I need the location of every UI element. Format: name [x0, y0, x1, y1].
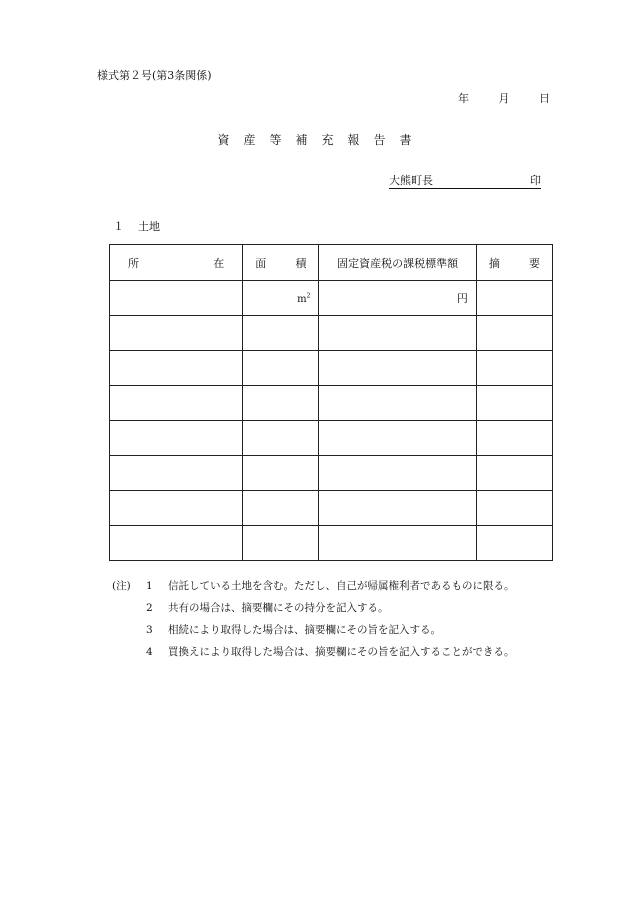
- land-table: [109, 244, 553, 561]
- cell-value[interactable]: [319, 456, 476, 491]
- header-value: 固定資産税の課税標準額: [319, 245, 476, 281]
- form-number: 様式第２号(第3条関係): [97, 69, 212, 82]
- cell-area[interactable]: [243, 526, 319, 561]
- table-row: [110, 386, 553, 421]
- cell-location[interactable]: [110, 386, 243, 421]
- table-row: [110, 456, 553, 491]
- note-item: [112, 641, 515, 663]
- notes-prefix: (注): [112, 580, 131, 592]
- header-area-b: 積: [295, 256, 307, 270]
- cell-location[interactable]: [110, 526, 243, 561]
- note-item: [112, 619, 515, 641]
- note-text: 共有の場合は、摘要欄にその持分を記入する。: [168, 602, 389, 614]
- header-note-a: 摘: [488, 256, 500, 270]
- cell-note[interactable]: [476, 421, 552, 456]
- cell-location[interactable]: [110, 491, 243, 526]
- cell-area[interactable]: [243, 421, 319, 456]
- value-unit: 円: [456, 292, 468, 305]
- cell-location[interactable]: [110, 456, 243, 491]
- header-note-b: 要: [529, 256, 540, 270]
- cell-note[interactable]: [476, 526, 552, 561]
- header-location: [110, 245, 243, 281]
- date-month-label: 月: [498, 92, 510, 105]
- header-location-a: 所: [128, 256, 139, 270]
- cell-value[interactable]: [319, 351, 476, 386]
- note-number: 1: [146, 580, 153, 592]
- header-area: [243, 245, 319, 281]
- seal-mark: 印: [530, 174, 541, 187]
- table-row: [110, 351, 553, 386]
- cell-value[interactable]: [319, 421, 476, 456]
- cell-note[interactable]: [476, 456, 552, 491]
- cell-value[interactable]: [319, 386, 476, 421]
- cell-value[interactable]: [319, 316, 476, 351]
- table-row: [110, 281, 553, 316]
- mayor-name: 大熊町長: [389, 174, 433, 187]
- table-row: [110, 491, 553, 526]
- section-number: １: [113, 220, 124, 233]
- cell-area[interactable]: [243, 351, 319, 386]
- cell-location[interactable]: [110, 351, 243, 386]
- cell-note[interactable]: [476, 316, 552, 351]
- cell-note[interactable]: [476, 386, 552, 421]
- header-location-b: 在: [213, 256, 225, 270]
- section-label: 土地: [138, 220, 160, 233]
- table-row: [110, 316, 553, 351]
- header-note: [476, 245, 552, 281]
- cell-area[interactable]: [243, 386, 319, 421]
- table-row: [110, 421, 553, 456]
- cell-location[interactable]: [110, 316, 243, 351]
- note-text: 買換えにより取得した場合は、摘要欄にその旨を記入することができる。: [168, 646, 515, 658]
- area-unit: $m^2$: [297, 292, 311, 305]
- document-title: 資 産 等 補 充 報 告 書: [217, 133, 413, 147]
- cell-location[interactable]: [110, 281, 243, 316]
- note-number: 2: [146, 602, 153, 614]
- note-text: 信託している土地を含む。ただし、自己が帰属権利者であるものに限る。: [168, 580, 515, 592]
- date-year-label: 年: [458, 92, 469, 105]
- date-line: [458, 90, 550, 106]
- date-day-label: 日: [539, 92, 550, 105]
- table-header-row: [110, 245, 553, 281]
- mayor-signature-line: [389, 174, 541, 189]
- cell-area[interactable]: [243, 316, 319, 351]
- table-row: [110, 526, 553, 561]
- cell-note[interactable]: [476, 351, 552, 386]
- note-item: [112, 575, 515, 597]
- cell-location[interactable]: [110, 421, 243, 456]
- section-heading: [113, 218, 160, 234]
- cell-value[interactable]: [319, 491, 476, 526]
- cell-area[interactable]: [243, 491, 319, 526]
- note-number: 3: [146, 624, 153, 636]
- cell-area[interactable]: [243, 281, 319, 316]
- cell-note[interactable]: [476, 281, 552, 316]
- note-text: 相続により取得した場合は、摘要欄にその旨を記入する。: [168, 624, 441, 636]
- header-area-a: 面: [255, 256, 267, 270]
- note-number: 4: [146, 646, 153, 658]
- notes: [112, 575, 515, 663]
- note-item: [112, 597, 515, 619]
- cell-value[interactable]: [319, 526, 476, 561]
- cell-area[interactable]: [243, 456, 319, 491]
- cell-note[interactable]: [476, 491, 552, 526]
- cell-value[interactable]: [319, 281, 476, 316]
